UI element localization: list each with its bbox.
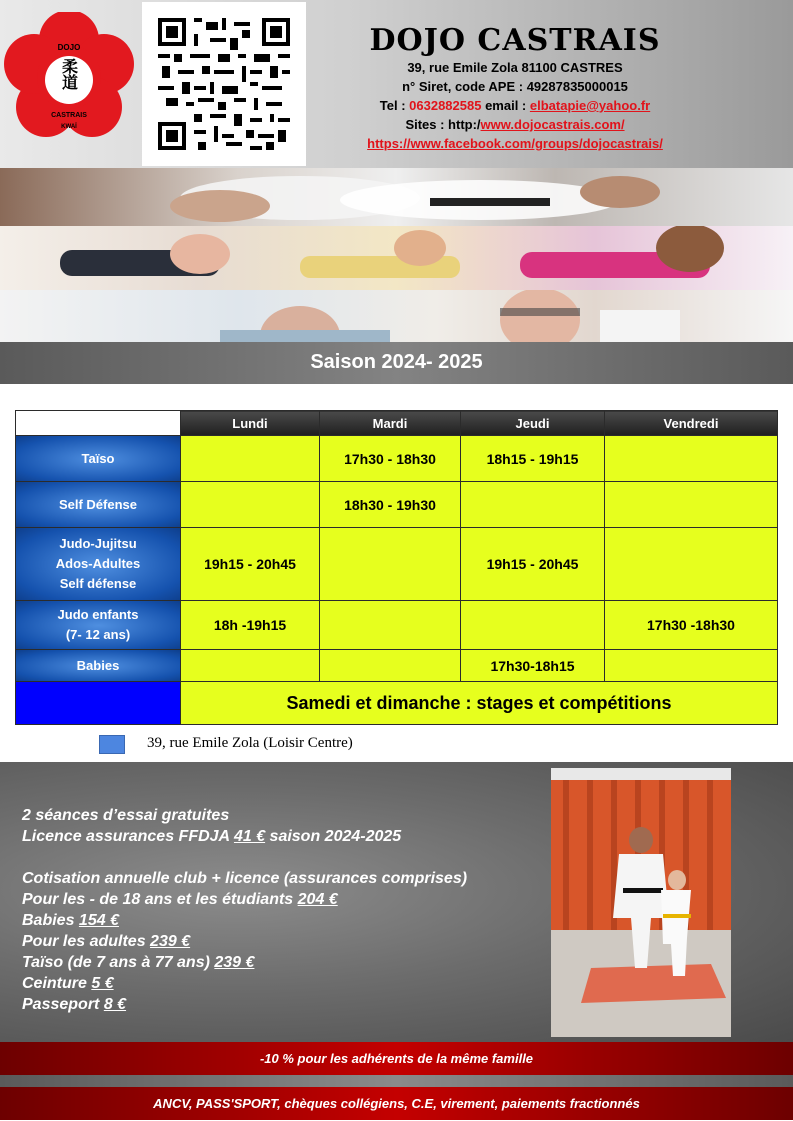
row-header-line: Judo-Jujitsu — [59, 536, 137, 551]
row-header-line: Ados-Adultes — [55, 556, 141, 571]
table-cell: 18h30 - 19h30 — [320, 482, 461, 528]
row-header: Self Défense — [16, 482, 181, 528]
price-label: Babies — [22, 912, 79, 929]
price-item — [22, 952, 542, 973]
family-discount-banner: -10 % pour les adhérents de la même famille — [0, 1042, 793, 1075]
tel-value[interactable]: 0632882585 — [409, 98, 482, 113]
row-header: Babies — [16, 650, 181, 682]
table-row — [16, 650, 778, 682]
table-corner — [16, 411, 181, 436]
licence-line — [22, 826, 542, 847]
judo-training-image — [551, 768, 731, 1037]
row-header-line: Judo enfants — [57, 607, 139, 622]
club-address: 39, rue Emile Zola 81100 CASTRES — [407, 60, 623, 75]
price-item — [22, 889, 542, 910]
table-cell: 17h30-18h15 — [461, 650, 605, 682]
table-row — [16, 601, 778, 650]
price-value: 8 € — [103, 996, 127, 1013]
fitness-photo-image — [0, 226, 793, 290]
price-value: 239 € — [214, 954, 255, 971]
season-banner: Saison 2024- 2025 — [0, 342, 793, 384]
day-header: Lundi — [181, 411, 320, 436]
price-label: Taïso (de 7 ans à 77 ans) — [22, 954, 215, 971]
logo-top-text: DOJO — [57, 43, 81, 52]
photo-strip-fitness — [0, 226, 793, 290]
price-value: 5 € — [91, 975, 114, 992]
row-header — [16, 601, 181, 650]
price-label: Passeport — [22, 996, 104, 1013]
table-row — [16, 482, 778, 528]
qr-code[interactable] — [142, 2, 306, 166]
judo-kids-photo — [551, 768, 731, 1037]
sites-label: Sites : http:/ — [405, 117, 481, 132]
email-label: email : — [481, 98, 530, 113]
table-cell — [605, 482, 778, 528]
table-header-row — [16, 411, 778, 436]
table-cell: 17h30 - 18h30 — [320, 436, 461, 482]
pricing-text — [22, 805, 542, 1015]
table-row — [16, 682, 778, 725]
price-item — [22, 994, 542, 1015]
table-cell: 17h30 -18h30 — [605, 601, 778, 650]
payment-methods-banner: ANCV, PASS'SPORT, chèques collégiens, C.E, virement, paiements fractionnés — [0, 1087, 793, 1120]
photo-strip-seniors — [0, 290, 793, 342]
club-siret: n° Siret, code APE : 49287835000015 — [402, 79, 628, 94]
email-link[interactable]: elbatapie@yahoo.fr — [529, 98, 651, 113]
cotisation-line: Cotisation annuelle club + licence (assurances comprises) — [22, 870, 468, 887]
seniors-photo-image — [0, 290, 793, 342]
weekend-cell: Samedi et dimanche : stages et compétitions — [181, 682, 778, 725]
price-item — [22, 931, 542, 952]
table-cell: 19h15 - 20h45 — [461, 528, 605, 601]
banner-separator — [0, 1075, 793, 1087]
club-contact — [330, 96, 700, 115]
table-cell — [320, 601, 461, 650]
table-cell — [605, 528, 778, 601]
spacer — [22, 847, 542, 868]
table-row — [16, 528, 778, 601]
table-cell — [605, 436, 778, 482]
table-cell — [181, 650, 320, 682]
table-cell — [320, 528, 461, 601]
price-item — [22, 973, 542, 994]
table-cell — [181, 482, 320, 528]
table-row — [16, 436, 778, 482]
judo-photo-image — [0, 168, 793, 226]
price-value: 204 € — [297, 891, 338, 908]
logo-kanji: 柔道 — [59, 58, 79, 90]
logo-sub-text: KWAÏ — [61, 124, 77, 130]
table-cell — [605, 650, 778, 682]
table-cell — [461, 601, 605, 650]
row-header-line: Self défense — [59, 576, 137, 591]
row-header — [16, 528, 181, 601]
table-cell — [320, 650, 461, 682]
table-cell: 18h -19h15 — [181, 601, 320, 650]
weekend-color-cell — [16, 682, 181, 725]
logo-bottom-text: CASTRAIS — [51, 112, 87, 119]
price-label: Ceinture — [22, 975, 92, 992]
row-header-line: (7- 12 ans) — [65, 627, 131, 642]
day-header: Mardi — [320, 411, 461, 436]
licence-price: 41 € — [233, 828, 266, 845]
day-header: Vendredi — [605, 411, 778, 436]
table-cell: 18h15 - 19h15 — [461, 436, 605, 482]
price-label: Pour les adultes — [22, 933, 151, 950]
day-header: Jeudi — [461, 411, 605, 436]
row-header: Taïso — [16, 436, 181, 482]
table-cell — [181, 436, 320, 482]
club-sites — [330, 115, 700, 134]
trial-line: 2 séances d’essai gratuites — [22, 807, 230, 824]
price-label: Pour les - de 18 ans et les étudiants — [22, 891, 298, 908]
licence-label: Licence assurances FFDJA — [22, 828, 234, 845]
club-title: DOJO CASTRAIS — [369, 23, 661, 58]
legend-text: 39, rue Emile Zola (Loisir Centre) — [147, 735, 353, 751]
table-cell — [461, 482, 605, 528]
price-value: 239 € — [150, 933, 191, 950]
qr-code-icon — [142, 2, 306, 166]
price-item — [22, 910, 542, 931]
club-info — [330, 24, 700, 153]
schedule-table — [15, 410, 778, 725]
website-link[interactable]: www.dojocastrais.com/ — [480, 117, 625, 132]
licence-suffix: saison 2024-2025 — [265, 828, 402, 845]
club-logo — [4, 12, 134, 142]
tel-label: Tel : — [379, 98, 410, 113]
table-cell: 19h15 - 20h45 — [181, 528, 320, 601]
facebook-link[interactable]: https://www.facebook.com/groups/dojocastrais/ — [367, 136, 663, 151]
price-value: 154 € — [78, 912, 119, 929]
photo-strip-judo — [0, 168, 793, 226]
legend-swatch — [99, 735, 125, 754]
